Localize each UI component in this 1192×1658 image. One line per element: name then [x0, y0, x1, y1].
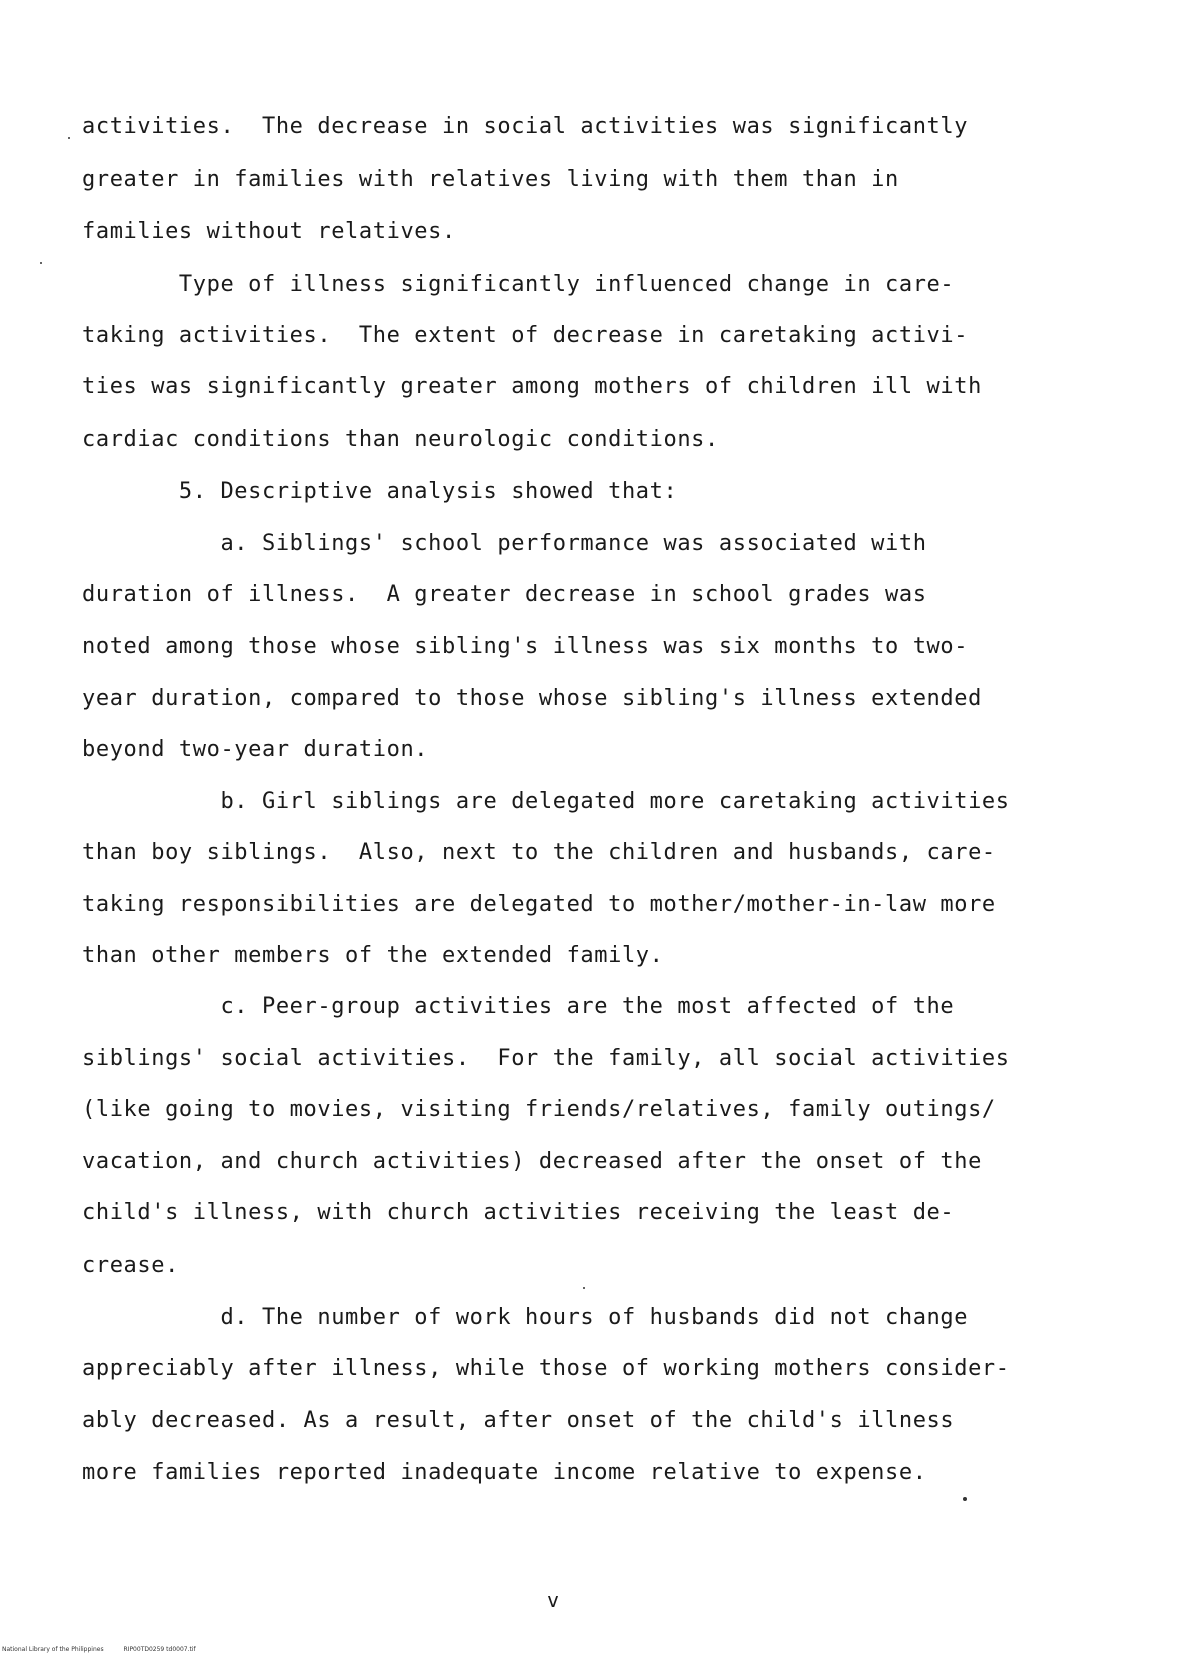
footer-library: National Library of the Philippines [2, 1646, 104, 1653]
text-line: year duration, compared to those whose sibling's illness extended [82, 686, 982, 711]
scan-speck [963, 1497, 967, 1501]
text-line: ably decreased. As a result, after onset of the child's illness [82, 1408, 955, 1433]
page-number: v [547, 1588, 560, 1612]
footer-file: RIP00TD0259 td0007.tif [123, 1646, 196, 1653]
scan-speck [40, 262, 42, 264]
text-line: greater in families with relatives living with them than in [82, 167, 899, 192]
text-line: 5. Descriptive analysis showed that: [82, 479, 678, 504]
scan-footer [2, 1646, 214, 1654]
text-line: ties was significantly greater among mothers of children ill with [82, 374, 982, 399]
text-line: a. Siblings' school performance was associated with [82, 531, 927, 556]
scan-speck [583, 1287, 585, 1289]
text-line: (like going to movies, visiting friends/relatives, family outings/ [82, 1097, 996, 1122]
text-line: b. Girl siblings are delegated more caretaking activities [82, 789, 1010, 814]
text-line: more families reported inadequate income relative to expense. [82, 1460, 927, 1485]
text-line: Type of illness significantly influenced change in care- [82, 272, 955, 297]
text-line: taking responsibilities are delegated to mother/mother-in-law more [82, 892, 996, 917]
text-line: than boy siblings. Also, next to the children and husbands, care- [82, 840, 996, 865]
text-line: siblings' social activities. For the family, all social activities [82, 1046, 1010, 1071]
text-line: families without relatives. [82, 219, 456, 244]
text-line: c. Peer-group activities are the most affected of the [82, 994, 955, 1019]
text-line: noted among those whose sibling's illness was six months to two- [82, 634, 969, 659]
text-line: vacation, and church activities) decreased after the onset of the [82, 1149, 982, 1174]
text-line: crease. [82, 1253, 179, 1278]
text-line: appreciably after illness, while those of working mothers consider- [82, 1356, 1010, 1381]
scan-speck [68, 137, 70, 139]
text-line: beyond two-year duration. [82, 737, 429, 762]
text-line: than other members of the extended family. [82, 943, 664, 968]
text-line: taking activities. The extent of decrease in caretaking activi- [82, 323, 969, 348]
text-line: activities. The decrease in social activities was significantly [82, 114, 969, 139]
text-line: child's illness, with church activities receiving the least de- [82, 1200, 955, 1225]
text-line: d. The number of work hours of husbands did not change [82, 1305, 969, 1330]
text-line: duration of illness. A greater decrease in school grades was [82, 582, 927, 607]
text-line: cardiac conditions than neurologic conditions. [82, 427, 719, 452]
